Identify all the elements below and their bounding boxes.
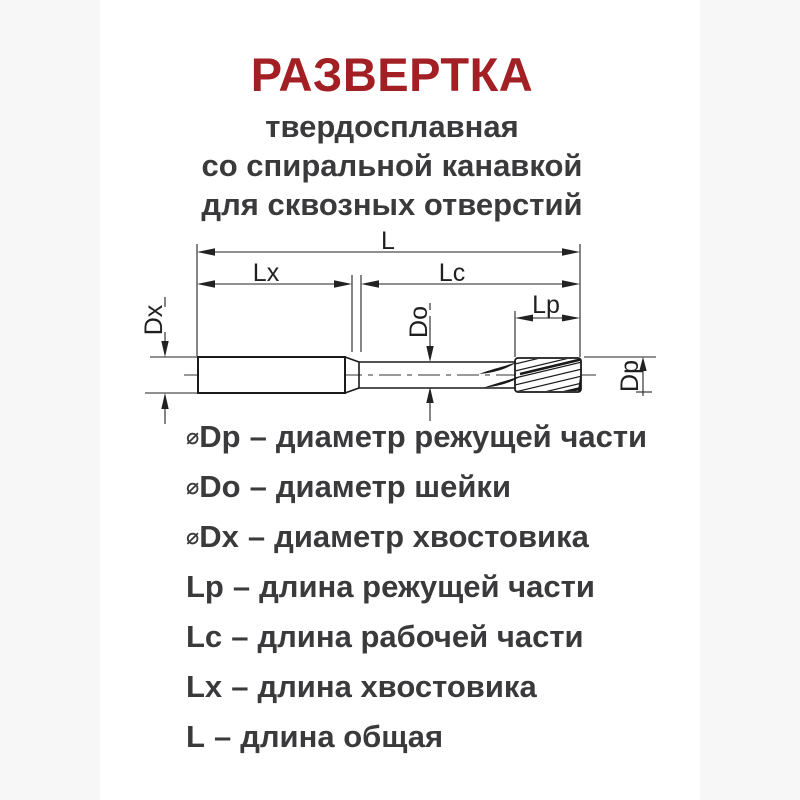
dimension-label-L: L: [381, 228, 395, 255]
legend-symbol: Lp: [186, 569, 224, 604]
dimension-label-Lc: Lc: [438, 259, 466, 287]
dimension-Dp: [616, 357, 647, 396]
legend-symbol: L: [186, 719, 205, 754]
legend-dash: –: [232, 569, 251, 604]
legend-description: диаметр шейки: [275, 469, 512, 504]
dimension-Lx: [197, 259, 352, 288]
dimension-Dx: [140, 297, 169, 424]
legend-item-Lp: [186, 562, 706, 612]
subtitle: [92, 107, 692, 224]
dimension-label-Dx: Dx: [140, 304, 168, 336]
legend-symbol: Dp: [199, 419, 241, 454]
dimension-label-Do: Do: [405, 306, 433, 338]
legend-symbol: Do: [199, 469, 241, 504]
dimension-label-Lx: Lx: [252, 259, 280, 287]
legend: [186, 412, 706, 762]
dimension-label-Dp: Dp: [616, 360, 644, 392]
dimension-L: [197, 228, 580, 256]
dimension-label-Lp: Lp: [532, 291, 560, 319]
legend-item-Dp: [186, 412, 706, 462]
legend-item-Lx: [186, 662, 706, 712]
legend-dash: –: [249, 469, 267, 504]
diameter-icon: ⌀: [186, 525, 200, 550]
reamer-technical-drawing: [130, 228, 690, 440]
reamer-shank: [198, 357, 345, 393]
legend-description: длина режущей части: [259, 569, 595, 604]
diameter-icon: ⌀: [186, 425, 200, 450]
subtitle-line-3: для сквозных отверстий: [201, 187, 583, 222]
legend-dash: –: [213, 719, 232, 754]
legend-item-Lc: [186, 612, 706, 662]
legend-symbol: Lx: [186, 669, 223, 704]
legend-item-L: [186, 712, 706, 762]
diameter-icon: ⌀: [186, 475, 200, 500]
legend-description: длина рабочей части: [257, 619, 584, 654]
subtitle-line-2: со спиральной канавкой: [201, 148, 583, 183]
legend-dash: –: [231, 669, 249, 704]
legend-description: диаметр режущей части: [275, 419, 648, 454]
legend-description: диаметр хвостовика: [274, 519, 589, 554]
legend-item-Dx: [186, 512, 706, 562]
legend-symbol: Lc: [186, 619, 223, 654]
subtitle-line-1: твердосплавная: [265, 109, 519, 144]
page-title: РАЗВЕРТКА: [250, 48, 534, 101]
legend-description: длина хвостовика: [257, 669, 537, 704]
legend-description: длина общая: [240, 719, 444, 754]
legend-dash: –: [247, 519, 266, 554]
legend-symbol: Dx: [199, 519, 239, 554]
dimension-Lp: [515, 291, 580, 322]
dimension-Lc: [361, 259, 580, 288]
legend-dash: –: [231, 619, 249, 654]
legend-dash: –: [249, 419, 267, 454]
legend-item-Do: [186, 462, 706, 512]
